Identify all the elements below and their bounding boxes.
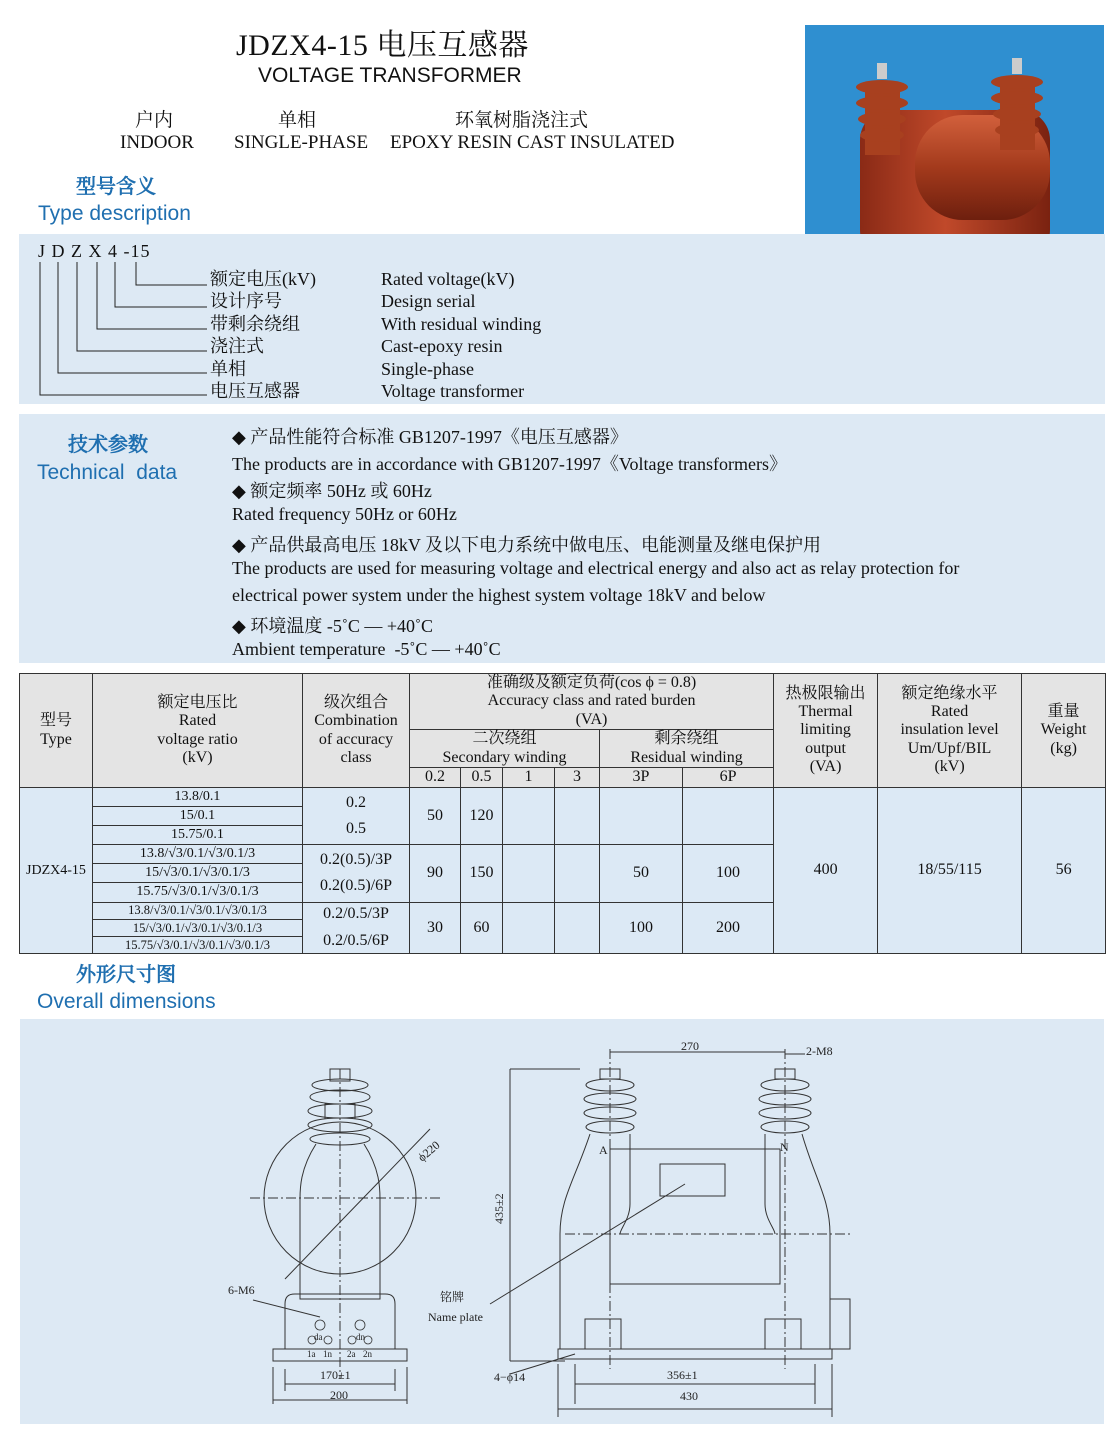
dimensions-heading-cn: 外形尺寸图	[76, 964, 176, 986]
tech-line: ◆ 额定频率 50Hz 或 60Hz	[232, 481, 432, 501]
spec-table	[19, 673, 1106, 954]
dim-m6: 6-M6	[228, 1283, 255, 1297]
header-insulation	[878, 674, 1022, 788]
value-cell	[503, 788, 555, 845]
type-item-en: Design serial	[381, 291, 476, 312]
header-type-cn: 型号	[39, 712, 72, 730]
ratio-cell: 13.8/√3/0.1/√3/0.1/3	[93, 845, 303, 864]
header-thermal-line: Thermal	[798, 703, 853, 720]
attr-cn-epoxy: 环氧树脂浇注式	[455, 110, 589, 131]
dim-base-outer: 200	[330, 1388, 348, 1402]
value-cell: 150	[461, 845, 503, 902]
header-weight	[1022, 674, 1106, 788]
combo-cell	[303, 788, 410, 845]
header-class-0-2: 0.2	[410, 768, 461, 788]
type-description-heading-cn: 型号含义	[76, 176, 156, 198]
header-burden-line: 准确级及额定负荷(cos ϕ = 0.8)	[486, 674, 697, 691]
value-cell	[683, 788, 774, 845]
combo-line: 0.2/0.5/6P	[323, 931, 389, 949]
ratio-cell: 15/0.1	[93, 807, 303, 826]
dimension-drawing-panel	[20, 1019, 1104, 1424]
type-item-cn: 额定电压(kV)	[210, 269, 316, 289]
header-thermal-line: 热极限输出	[785, 684, 866, 702]
type-items-en	[381, 268, 541, 402]
thermal-cell: 400	[774, 788, 878, 954]
terminal-label: 1a	[307, 1349, 316, 1359]
terminal-label: da	[314, 1332, 323, 1342]
tech-line: The products are used for measuring voltage and electrical energy and also act as relay protection for	[232, 558, 960, 578]
dim-nameplate-en: Name plate	[428, 1310, 483, 1324]
technical-data-heading-en: Technical data	[37, 461, 178, 484]
header-thermal-line: (VA)	[809, 758, 842, 776]
header-insulation-line: Um/Upf/BIL	[907, 739, 992, 757]
value-cell	[503, 902, 555, 953]
tech-line: Rated frequency 50Hz or 60Hz	[232, 504, 457, 524]
combo-cell	[303, 845, 410, 902]
header-thermal-line: output	[805, 739, 846, 757]
ratio-cell: 13.8/0.1	[93, 788, 303, 807]
type-item-en: Single-phase	[381, 358, 474, 379]
header-combo-line: Combination	[314, 712, 398, 730]
terminal-label: dn	[356, 1332, 365, 1342]
attr-cn-single-phase: 单相	[278, 110, 317, 131]
value-cell: 100	[683, 845, 774, 902]
value-cell	[555, 788, 600, 845]
technical-data-heading-cn: 技术参数	[68, 434, 148, 456]
header-secondary-cn: 二次绕组	[472, 730, 537, 748]
header-weight-line: (kg)	[1050, 739, 1077, 757]
header-combo-line: of accuracy	[318, 730, 394, 748]
type-item-en: Rated voltage(kV)	[381, 269, 515, 289]
tech-line: ◆ 产品供最高电压 18kV 及以下电力系统中做电压、电能测量及继电保护用	[232, 535, 822, 555]
dim-height: 435±2	[492, 1193, 506, 1224]
type-cell: JDZX4-15	[20, 788, 93, 954]
dim-nameplate-cn: 铭牌	[440, 1290, 465, 1304]
tech-line: electrical power system under the highest system voltage 18kV and below	[232, 585, 766, 605]
type-item-en: Cast-epoxy resin	[381, 336, 503, 357]
terminal-label: 1n	[323, 1349, 332, 1359]
weight-cell: 56	[1022, 788, 1106, 954]
header-combo-line: class	[340, 748, 372, 766]
combo-line: 0.2/0.5/3P	[323, 905, 389, 923]
value-cell: 30	[410, 902, 461, 953]
value-cell	[555, 902, 600, 953]
dim-d220: ϕ220	[414, 1137, 443, 1165]
value-cell	[600, 788, 683, 845]
header-combo-line: 级次组合	[323, 693, 388, 711]
header-residual-winding	[600, 730, 774, 768]
combo-cell	[303, 902, 410, 953]
dimensions-heading-en: Overall dimensions	[37, 990, 216, 1013]
header-residual-cn: 剩余绕组	[654, 730, 719, 748]
header-thermal	[774, 674, 878, 788]
header-ratio-line: voltage ratio	[157, 730, 238, 748]
ratio-cell: 15.75/0.1	[93, 826, 303, 845]
header-type-en: Type	[40, 730, 72, 748]
header-ratio-line: (kV)	[182, 748, 213, 766]
type-item-cn: 设计序号	[210, 291, 282, 312]
terminal-a-label: A	[599, 1143, 608, 1157]
value-cell: 50	[600, 845, 683, 902]
combo-line: 0.2(0.5)/6P	[320, 877, 392, 895]
ratio-cell: 15.75/√3/0.1/√3/0.1/√3/0.1/3	[93, 936, 303, 953]
dim-side-outer: 430	[680, 1389, 698, 1403]
header-ratio	[93, 674, 303, 788]
type-item-en: Voltage transformer	[381, 381, 525, 402]
type-items-cn	[210, 268, 316, 402]
header-insulation-line: Rated	[930, 703, 969, 720]
terminal-label: 2a	[347, 1349, 356, 1359]
attr-en-single-phase: SINGLE-PHASE	[234, 132, 369, 153]
type-item-en: With residual winding	[381, 313, 542, 334]
terminal-label: 2n	[363, 1349, 372, 1359]
header-class-0-5: 0.5	[461, 768, 503, 788]
attr-en-epoxy: EPOXY RESIN CAST INSULATED	[390, 132, 675, 153]
type-item-cn: 浇注式	[210, 336, 264, 357]
dim-side-inner: 356±1	[667, 1368, 698, 1382]
type-description-heading-en: Type description	[38, 202, 191, 225]
header-type	[20, 674, 93, 788]
page-title: JDZX4-15 电压互感器	[236, 29, 529, 62]
header-weight-line: 重量	[1047, 703, 1080, 720]
combo-line: 0.2(0.5)/3P	[320, 851, 392, 869]
insulation-cell: 18/55/115	[878, 788, 1022, 954]
header-class-6p: 6P	[683, 768, 774, 788]
header-ratio-line: Rated	[178, 712, 217, 730]
header-insulation-line: insulation level	[900, 721, 999, 739]
header-burden	[410, 674, 774, 730]
header-burden-line: (VA)	[575, 710, 608, 728]
dim-m8: 2-M8	[806, 1044, 833, 1058]
value-cell: 100	[600, 902, 683, 953]
combo-line: 0.2	[346, 793, 366, 811]
header-thermal-line: limiting	[800, 721, 851, 739]
header-ratio-line: 额定电压比	[157, 693, 238, 711]
ratio-cell: 15.75/√3/0.1/√3/0.1/3	[93, 883, 303, 902]
tech-line: ◆ 产品性能符合标准 GB1207-1997《电压互感器》	[232, 427, 628, 447]
value-cell	[503, 845, 555, 902]
terminal-n-label: N	[780, 1140, 789, 1154]
model-code-leader-lines	[19, 234, 219, 404]
ratio-cell: 15/√3/0.1/√3/0.1/√3/0.1/3	[93, 919, 303, 936]
header-secondary-winding	[410, 730, 600, 768]
header-burden-line: Accuracy class and rated burden	[487, 692, 696, 710]
dim-holes: 4−ϕ14	[494, 1370, 526, 1384]
header-weight-line: Weight	[1040, 721, 1087, 739]
header-combination	[303, 674, 410, 788]
header-insulation-line: (kV)	[934, 758, 965, 776]
ratio-cell: 13.8/√3/0.1/√3/0.1/√3/0.1/3	[93, 902, 303, 919]
value-cell: 120	[461, 788, 503, 845]
header-residual-en: Residual winding	[630, 748, 743, 766]
type-item-cn: 带剩余绕组	[210, 313, 300, 334]
header-class-3p: 3P	[600, 768, 683, 788]
header-class-3: 3	[555, 768, 600, 788]
value-cell	[555, 845, 600, 902]
tech-line: The products are in accordance with GB1207-1997《Voltage transformers》	[232, 454, 788, 474]
attr-cn-indoor: 户内	[135, 110, 174, 131]
combo-line: 0.5	[346, 820, 366, 838]
value-cell: 60	[461, 902, 503, 953]
dim-base-inner: 170±1	[320, 1368, 351, 1382]
type-item-cn: 电压互感器	[210, 381, 300, 402]
ratio-cell: 15/√3/0.1/√3/0.1/3	[93, 864, 303, 883]
value-cell: 200	[683, 902, 774, 953]
tech-line: ◆ 环境温度 -5˚C — +40˚C	[232, 616, 433, 636]
value-cell: 90	[410, 845, 461, 902]
header-insulation-line: 额定绝缘水平	[901, 684, 998, 702]
header-class-1: 1	[503, 768, 555, 788]
attr-en-indoor: INDOOR	[120, 132, 194, 153]
page-subtitle: VOLTAGE TRANSFORMER	[258, 64, 522, 87]
dimension-drawing	[20, 1019, 1104, 1424]
dim-top-width: 270	[681, 1039, 699, 1053]
header-secondary-en: Secondary winding	[442, 748, 567, 766]
value-cell: 50	[410, 788, 461, 845]
tech-line: Ambient temperature -5˚C — +40˚C	[232, 639, 501, 659]
table-row	[20, 788, 1106, 807]
type-item-cn: 单相	[210, 358, 246, 379]
model-code: J D Z X 4 -15	[38, 241, 151, 261]
